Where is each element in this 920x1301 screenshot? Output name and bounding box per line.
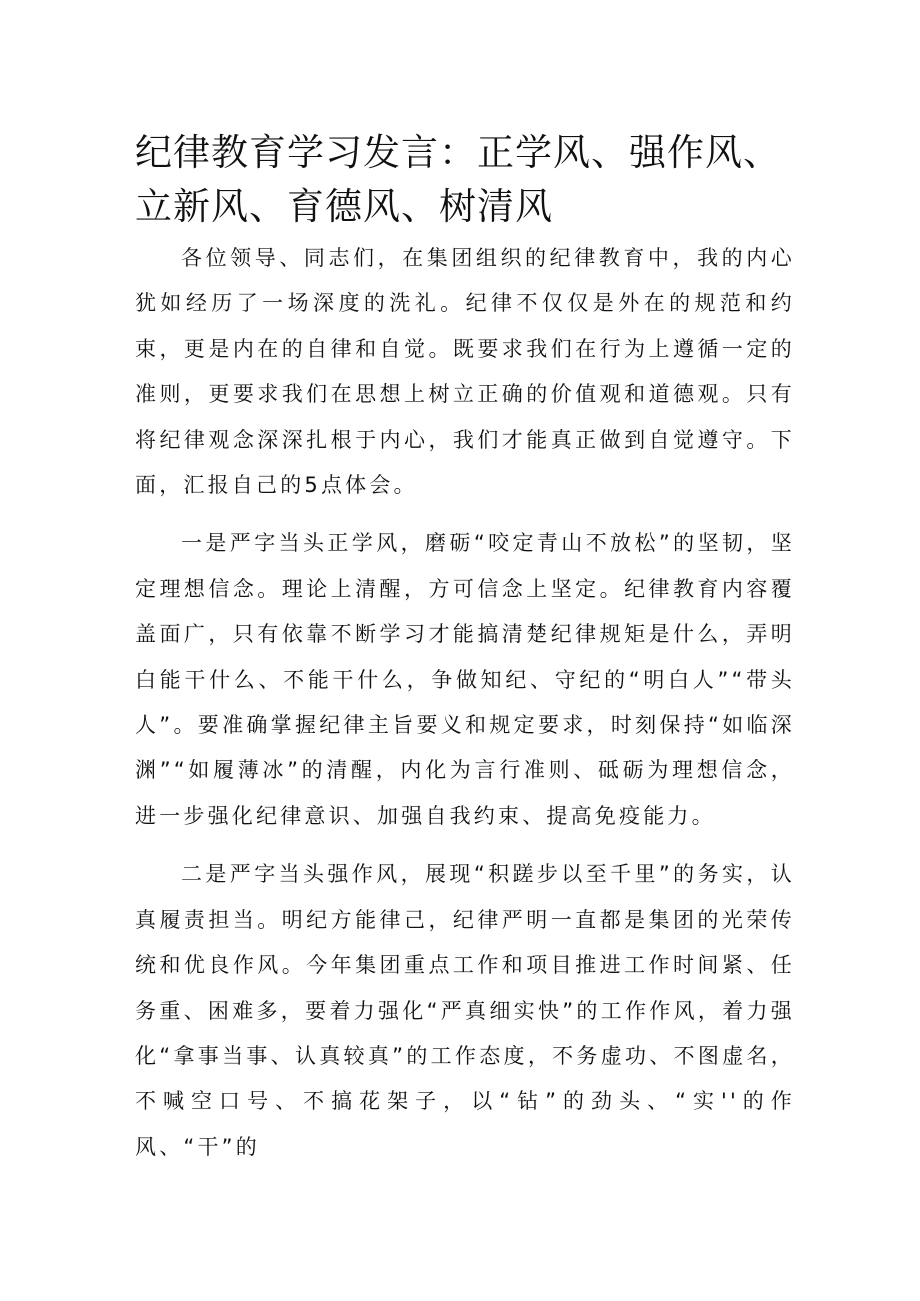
paragraph-intro: 各位领导、同志们，在集团组织的纪律教育中，我的内心犹如经历了一场深度的洗礼。纪律不仅仅是外在的规范和约束，更是内在的自律和自觉。既要求我们在行为上遵循一定的准则，更要求我们在思想上树立正确的价值观和道德观。只有将纪律观念深深扎根于内心，我们才能真正做到自觉遵守。下面，汇报自己的5点体会。 bbox=[135, 246, 795, 498]
paragraph-point-one: 一是严字当头正学风，磨砺“咬定青山不放松”的坚韧，坚定理想信念。理论上清醒，方可信念上坚定。纪律教育内容覆盖面广，只有依靠不断学习才能搞清楚纪律规矩是什么，弄明白能干什么、不能干什么，争做知纪、守纪的“明白人”“带头人”。要准确掌握纪律主旨要义和规定要求，时刻保持“如临深渊”“如履薄冰”的清醒，内化为言行准则、砥砺为理想信念，进一步强化纪律意识、加强自我约束、提高免疫能力。 bbox=[135, 531, 795, 828]
document-title: 纪律教育学习发言：正学风、强作风、立新风、育德风、树清风 bbox=[135, 131, 781, 228]
paragraph-point-two: 二是严字当头强作风，展现“积蹉步以至千里”的务实，认真履责担当。明纪方能律己，纪律严明一直都是集团的光荣传统和优良作风。今年集团重点工作和项目推进工作时间紧、任务重、困难多，要着力强化“严真细实快”的工作作风，着力强化“拿事当事、认真较真”的工作态度，不务虚功、不图虚名，不喊空口号、不搞花架子，以“钻”的劲头、“实''的作风、“干”的 bbox=[135, 862, 795, 1159]
document-body bbox=[135, 236, 795, 1183]
